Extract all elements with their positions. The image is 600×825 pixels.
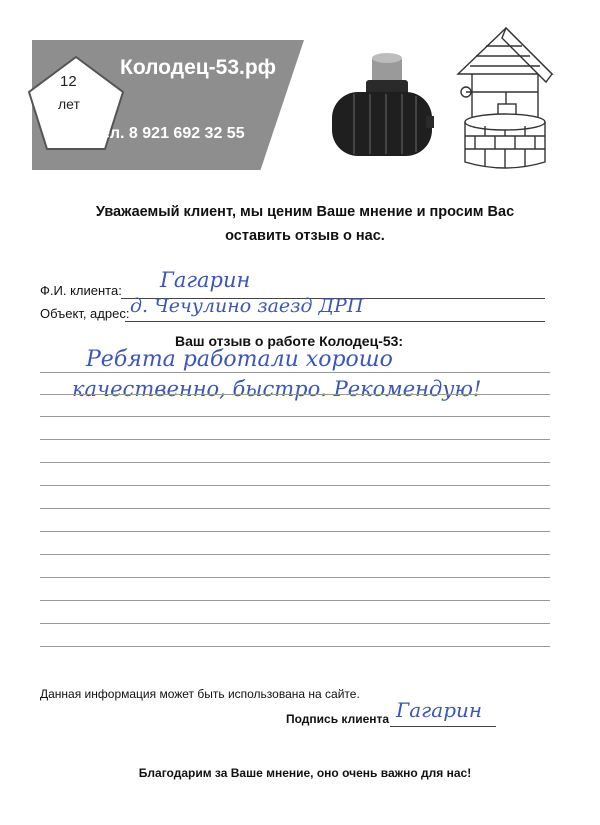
years-number: 12 [60, 73, 77, 90]
review-title: Ваш отзыв о работе Колодец-53: [175, 333, 404, 349]
form-heading [60, 200, 550, 248]
review-line-2: качественно, быстро. Рекомендую! [72, 377, 482, 401]
phone-number: Тел. 8 921 692 32 55 [92, 125, 245, 142]
ruled-line [40, 462, 550, 463]
ruled-line [40, 485, 550, 486]
usage-note: Данная информация может быть использована на сайте. [40, 687, 360, 701]
ruled-line [40, 577, 550, 578]
ruled-line [40, 394, 550, 395]
site-name: Колодец-53.рф [120, 56, 277, 79]
heading-line-1: Уважаемый клиент, мы ценим Ваше мнение и просим Вас [95, 204, 515, 220]
review-line-1: Ребята работали хорошо [86, 347, 393, 372]
address-label: Объект, адрес: [40, 306, 130, 321]
client-name-label: Ф.И. клиента: [40, 283, 122, 298]
well-icon [446, 22, 564, 172]
ruled-line [40, 416, 550, 417]
ruled-line [40, 508, 550, 509]
address-line [125, 321, 545, 322]
ruled-line [40, 600, 550, 601]
septic-tank-icon [328, 50, 434, 165]
signature-label: Подпись клиента [286, 712, 390, 726]
ruled-line [40, 623, 550, 624]
years-word: лет [58, 96, 80, 112]
thanks-message: Благодарим за Ваше мнение, оно очень важно для нас! [138, 766, 472, 780]
signature-line [390, 726, 496, 727]
heading-line-2: оставить отзыв о нас. [225, 228, 385, 244]
client-name-value: Гагарин [160, 268, 251, 292]
address-value: д. Чечулино заезд ДРП [130, 295, 364, 317]
ruled-line [40, 554, 550, 555]
ruled-line [40, 646, 550, 647]
ruled-line [40, 531, 550, 532]
ruled-line [40, 372, 550, 373]
client-signature: Гагарин [396, 698, 483, 722]
ruled-line [40, 439, 550, 440]
